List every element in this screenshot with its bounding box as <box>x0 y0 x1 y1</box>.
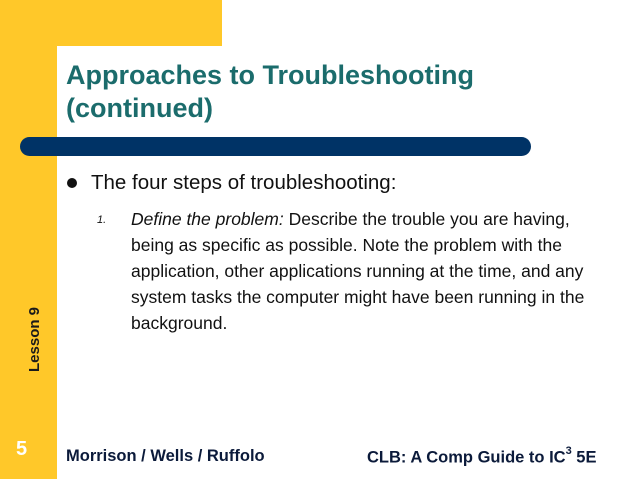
step-number: 1. <box>97 214 107 226</box>
title-line-2: (continued) <box>66 93 213 123</box>
slide-title <box>66 59 626 125</box>
slide-number: 5 <box>16 438 28 460</box>
title-divider-bar <box>20 137 531 156</box>
step-body <box>131 206 597 336</box>
top-gold-tab <box>57 0 222 46</box>
course-title-suffix: 5E <box>571 448 597 467</box>
title-line-1: Approaches to Troubleshooting <box>66 60 475 90</box>
footer-course-title <box>367 447 597 468</box>
course-title-superscript: 3 <box>565 445 572 457</box>
step-lead: Define the problem: <box>131 209 284 229</box>
left-gold-sidebar <box>0 0 57 479</box>
lesson-label: Lesson 9 <box>26 306 43 372</box>
course-title-prefix: CLB: A Comp Guide to IC <box>367 448 566 467</box>
bullet-text: The four steps of troubleshooting: <box>91 171 397 194</box>
footer-authors: Morrison / Wells / Ruffolo <box>66 447 265 465</box>
bullet-dot-icon <box>67 178 77 188</box>
step-description: Describe the trouble you are having, being as specific as possible. Note the problem with the application, other applications running at the time, and any system tasks the computer might have been running in the background. <box>131 209 585 333</box>
